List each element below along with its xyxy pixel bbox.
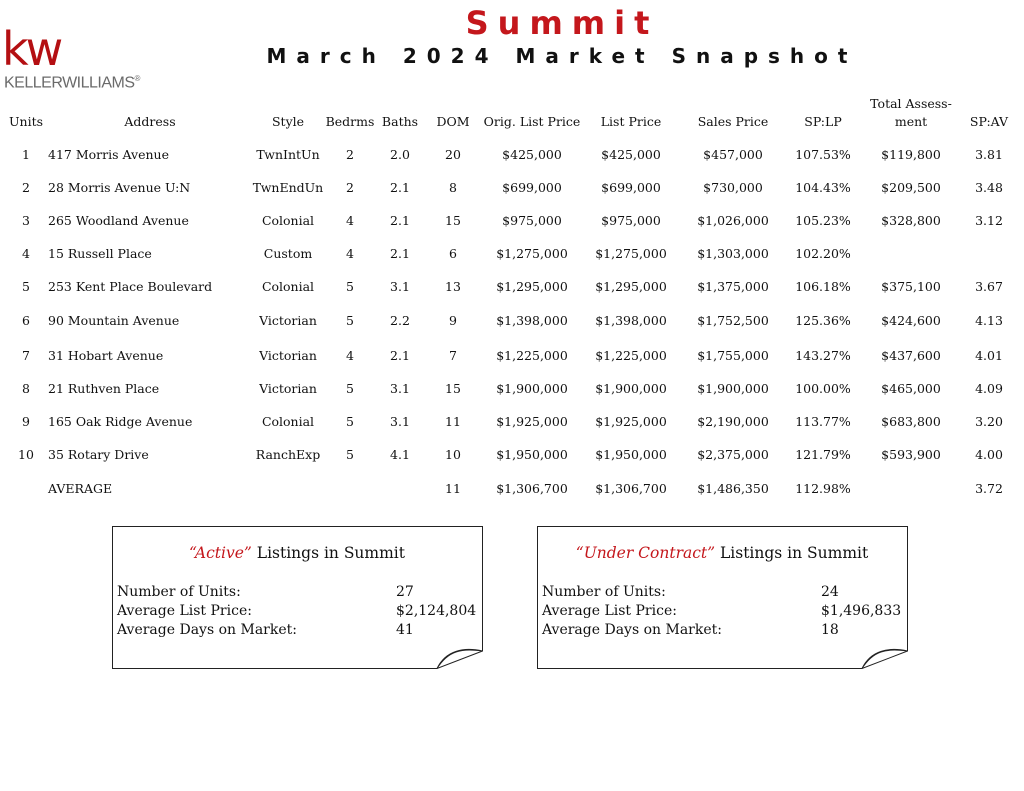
cell-dom: 15 <box>445 381 461 396</box>
cell-sp-av: 3.48 <box>975 180 1003 195</box>
col-header-sp-av: SP:AV <box>969 114 1009 129</box>
cell-sp-av: 3.81 <box>975 147 1003 162</box>
cell-baths: 4.1 <box>390 447 410 462</box>
cell-orig-list-price: $1,900,000 <box>496 381 568 396</box>
cell-dom: 8 <box>449 180 457 195</box>
col-header-total-assessment-2: ment <box>894 114 928 129</box>
cell-total-assessment: $424,600 <box>881 313 941 328</box>
average-label: AVERAGE <box>48 481 113 496</box>
cell-sales-price: $1,755,000 <box>697 348 769 363</box>
uc-avg-list-label: Average List Price: <box>542 603 677 619</box>
average-orig-list-price: $1,306,700 <box>496 481 568 496</box>
cell-unit: 9 <box>22 414 30 429</box>
cell-bedrms: 5 <box>346 381 354 396</box>
cell-orig-list-price: $699,000 <box>502 180 562 195</box>
col-header-address: Address <box>124 114 176 129</box>
cell-unit: 3 <box>22 213 30 228</box>
cell-address: 28 Morris Avenue U:N <box>48 180 191 195</box>
cell-address: 90 Mountain Avenue <box>48 313 180 328</box>
cell-dom: 9 <box>449 313 457 328</box>
cell-bedrms: 5 <box>346 279 354 294</box>
cell-sales-price: $730,000 <box>703 180 763 195</box>
cell-address: 265 Woodland Avenue <box>48 213 189 228</box>
cell-sp-lp: 113.77% <box>795 414 851 429</box>
cell-orig-list-price: $1,225,000 <box>496 348 568 363</box>
cell-unit: 1 <box>22 147 30 162</box>
cell-sp-av: 3.67 <box>975 279 1003 294</box>
cell-baths: 2.1 <box>390 246 410 261</box>
cell-bedrms: 5 <box>346 414 354 429</box>
cell-style: RanchExp <box>255 447 321 462</box>
cell-sales-price: $2,190,000 <box>697 414 769 429</box>
cell-sp-av: 4.00 <box>975 447 1003 462</box>
cell-orig-list-price: $1,275,000 <box>496 246 568 261</box>
cell-list-price: $699,000 <box>601 180 661 195</box>
cell-baths: 2.1 <box>390 180 410 195</box>
cell-sp-av: 3.12 <box>975 213 1003 228</box>
average-list-price: $1,306,700 <box>595 481 667 496</box>
cell-bedrms: 4 <box>346 213 354 228</box>
active-listings-card <box>112 526 482 668</box>
cell-dom: 11 <box>445 414 461 429</box>
uc-units-label: Number of Units: <box>542 584 666 600</box>
cell-sp-lp: 105.23% <box>795 213 851 228</box>
cell-total-assessment: $119,800 <box>881 147 941 162</box>
cell-dom: 20 <box>445 147 461 162</box>
active-avg-list-value: $2,124,804 <box>396 603 477 619</box>
kw-logo-mark: kw <box>2 22 61 76</box>
cell-sp-lp: 125.36% <box>795 313 851 328</box>
cell-bedrms: 4 <box>346 348 354 363</box>
cell-style: Custom <box>263 246 313 261</box>
cell-dom: 6 <box>449 246 457 261</box>
cell-dom: 13 <box>445 279 461 294</box>
cell-dom: 7 <box>449 348 457 363</box>
uc-units-value: 24 <box>821 584 839 600</box>
cell-style: Colonial <box>261 213 315 228</box>
cell-list-price: $1,275,000 <box>595 246 667 261</box>
cell-sp-lp: 100.00% <box>795 381 851 396</box>
cell-orig-list-price: $1,925,000 <box>496 414 568 429</box>
cell-dom: 15 <box>445 213 461 228</box>
under-contract-card-title: “Under Contract” Listings in Summit <box>575 544 869 562</box>
logo-wordmark: KELLERWILLIAMS® <box>4 74 140 92</box>
cell-list-price: $1,900,000 <box>595 381 667 396</box>
cell-style: Colonial <box>261 279 315 294</box>
active-avg-list-label: Average List Price: <box>117 603 252 619</box>
cell-sp-av: 4.09 <box>975 381 1003 396</box>
cell-dom: 10 <box>445 447 461 462</box>
uc-avg-dom-label: Average Days on Market: <box>542 622 722 638</box>
cell-baths: 3.1 <box>390 414 410 429</box>
cell-sp-av: 4.13 <box>975 313 1003 328</box>
active-avg-dom-label: Average Days on Market: <box>117 622 297 638</box>
cell-list-price: $1,295,000 <box>595 279 667 294</box>
cell-unit: 8 <box>22 381 30 396</box>
col-header-baths: Baths <box>381 114 419 129</box>
col-header-bedrms: Bedrms <box>325 114 375 129</box>
cell-list-price: $1,225,000 <box>595 348 667 363</box>
cell-total-assessment: $209,500 <box>881 180 941 195</box>
uc-avg-dom-value: 18 <box>821 622 839 638</box>
cell-orig-list-price: $975,000 <box>502 213 562 228</box>
cell-total-assessment: $375,100 <box>881 279 941 294</box>
cell-sp-lp: 121.79% <box>795 447 851 462</box>
cell-address: 15 Russell Place <box>48 246 152 261</box>
cell-unit: 2 <box>22 180 30 195</box>
cell-sp-lp: 104.43% <box>795 180 851 195</box>
cell-address: 21 Ruthven Place <box>48 381 160 396</box>
cell-list-price: $975,000 <box>601 213 661 228</box>
active-units-label: Number of Units: <box>117 584 241 600</box>
col-header-dom: DOM <box>436 114 470 129</box>
cell-list-price: $1,398,000 <box>595 313 667 328</box>
cell-sp-lp: 106.18% <box>795 279 851 294</box>
cell-address: 35 Rotary Drive <box>48 447 149 462</box>
cell-bedrms: 4 <box>346 246 354 261</box>
col-header-list-price: List Price <box>600 114 662 129</box>
average-sp-lp: 112.98% <box>795 481 851 496</box>
cell-style: Victorian <box>259 313 317 328</box>
cell-style: Colonial <box>261 414 315 429</box>
cell-bedrms: 2 <box>346 147 354 162</box>
cell-style: TwnIntUn <box>256 147 320 162</box>
cell-address: 417 Morris Avenue <box>48 147 169 162</box>
cell-unit: 7 <box>22 348 30 363</box>
cell-sales-price: $1,303,000 <box>697 246 769 261</box>
cell-sales-price: $1,900,000 <box>697 381 769 396</box>
cell-total-assessment: $593,900 <box>881 447 941 462</box>
cell-total-assessment: $437,600 <box>881 348 941 363</box>
average-sales-price: $1,486,350 <box>697 481 769 496</box>
average-dom: 11 <box>445 481 461 496</box>
cell-baths: 2.1 <box>390 348 410 363</box>
cell-orig-list-price: $1,398,000 <box>496 313 568 328</box>
uc-avg-list-value: $1,496,833 <box>821 603 902 619</box>
cell-unit: 10 <box>18 447 34 462</box>
col-header-total-assessment-1: Total Assess- <box>870 96 952 111</box>
cell-address: 165 Oak Ridge Avenue <box>48 414 193 429</box>
cell-total-assessment: $465,000 <box>881 381 941 396</box>
page-title: Summit <box>465 4 659 42</box>
col-header-sp-lp: SP:LP <box>804 114 842 129</box>
cell-sales-price: $1,026,000 <box>697 213 769 228</box>
cell-list-price: $1,925,000 <box>595 414 667 429</box>
cell-list-price: $425,000 <box>601 147 661 162</box>
cell-sales-price: $1,375,000 <box>697 279 769 294</box>
cell-list-price: $1,950,000 <box>595 447 667 462</box>
page-subtitle: March 2024 Market Snapshot <box>266 44 858 68</box>
cell-unit: 5 <box>22 279 30 294</box>
cell-baths: 2.1 <box>390 213 410 228</box>
cell-unit: 6 <box>22 313 30 328</box>
cell-sp-lp: 143.27% <box>795 348 851 363</box>
cell-bedrms: 5 <box>346 313 354 328</box>
cell-sp-av: 4.01 <box>975 348 1003 363</box>
cell-style: Victorian <box>259 348 317 363</box>
cell-unit: 4 <box>22 246 30 261</box>
cell-baths: 2.2 <box>390 313 410 328</box>
active-card-title: “Active” Listings in Summit <box>189 544 405 562</box>
cell-sp-lp: 102.20% <box>795 246 851 261</box>
col-header-orig-list-price: Orig. List Price <box>483 114 581 129</box>
average-sp-av: 3.72 <box>975 481 1003 496</box>
col-header-style: Style <box>271 114 305 129</box>
cell-style: TwnEndUn <box>252 180 324 195</box>
cell-orig-list-price: $1,295,000 <box>496 279 568 294</box>
cell-sales-price: $1,752,500 <box>697 313 769 328</box>
cell-orig-list-price: $1,950,000 <box>496 447 568 462</box>
cell-sp-av: 3.20 <box>975 414 1003 429</box>
cell-bedrms: 2 <box>346 180 354 195</box>
under-contract-listings-card <box>537 526 907 668</box>
col-header-units: Units <box>8 114 44 129</box>
cell-orig-list-price: $425,000 <box>502 147 562 162</box>
cell-sales-price: $2,375,000 <box>697 447 769 462</box>
cell-baths: 3.1 <box>390 381 410 396</box>
cell-bedrms: 5 <box>346 447 354 462</box>
active-units-value: 27 <box>396 584 414 600</box>
cell-sales-price: $457,000 <box>703 147 763 162</box>
col-header-sales-price: Sales Price <box>697 114 769 129</box>
cell-baths: 3.1 <box>390 279 410 294</box>
cell-address: 253 Kent Place Boulevard <box>48 279 213 294</box>
cell-total-assessment: $328,800 <box>881 213 941 228</box>
cell-total-assessment: $683,800 <box>881 414 941 429</box>
cell-style: Victorian <box>259 381 317 396</box>
active-avg-dom-value: 41 <box>396 622 414 638</box>
cell-address: 31 Hobart Avenue <box>48 348 164 363</box>
cell-baths: 2.0 <box>390 147 410 162</box>
cell-sp-lp: 107.53% <box>795 147 851 162</box>
